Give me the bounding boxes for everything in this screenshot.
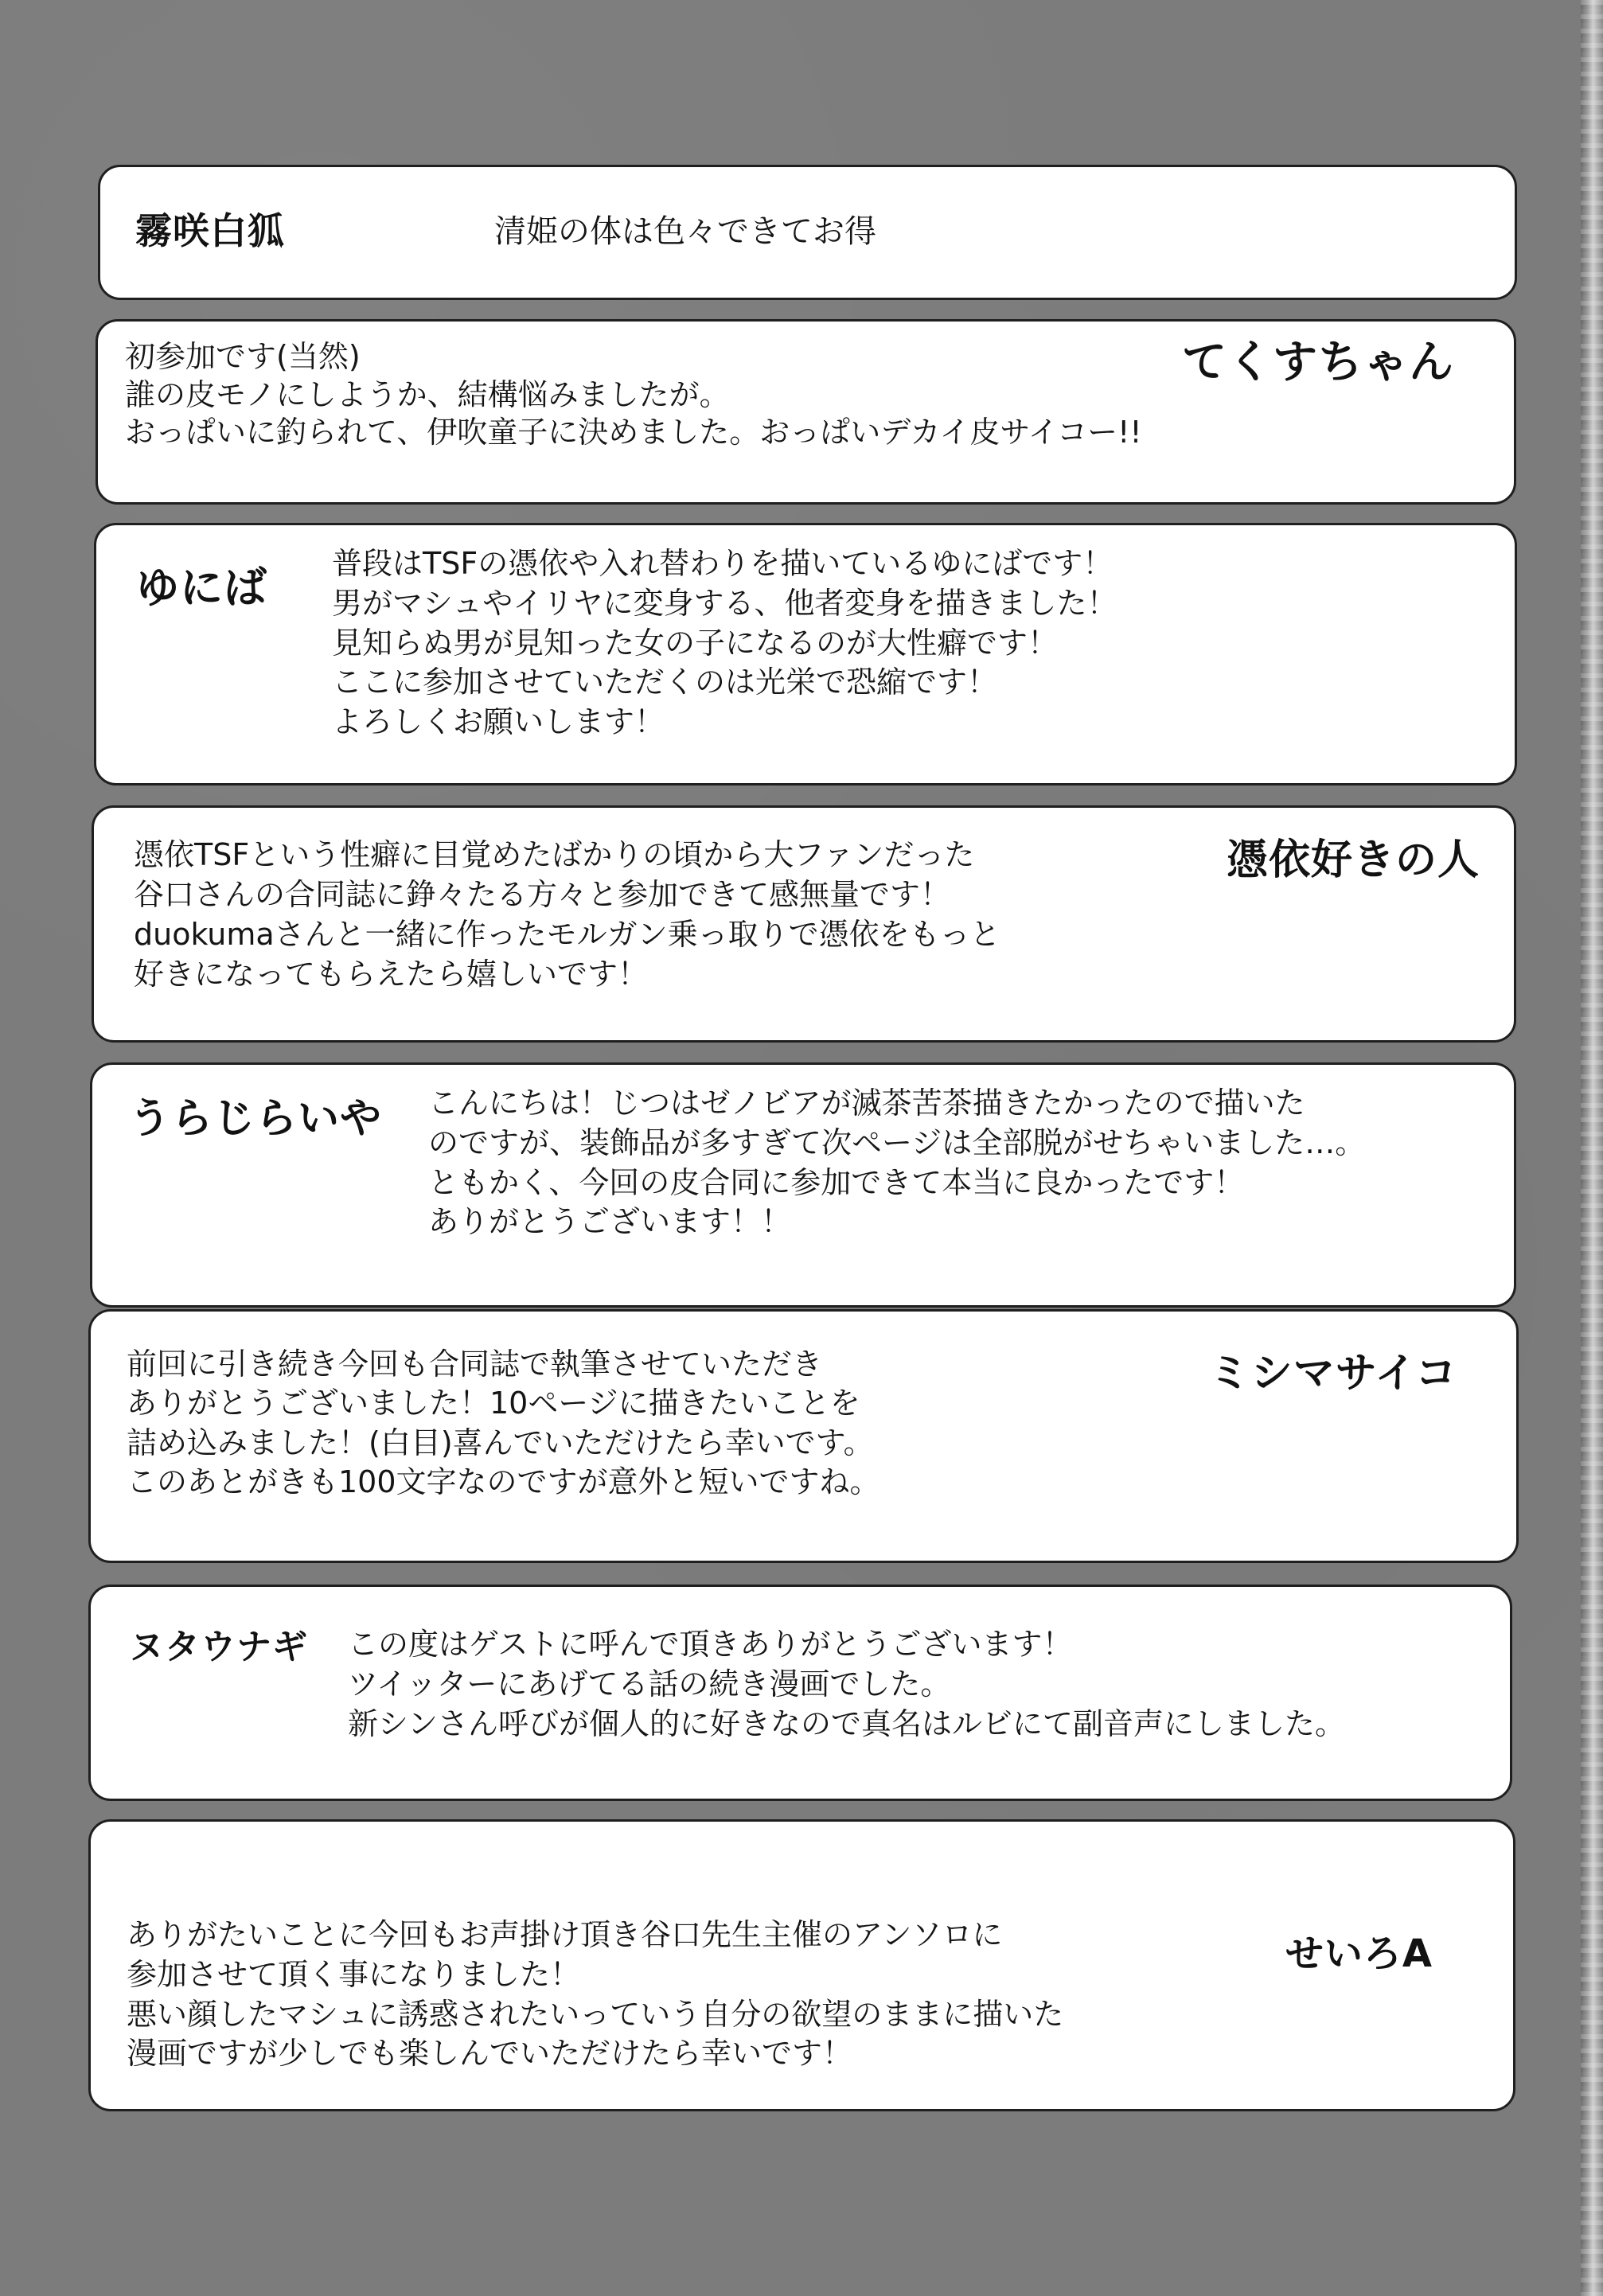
author-name: ミシマサイコ xyxy=(1208,1350,1457,1397)
afterword-card-nutaunagi xyxy=(88,1585,1512,1801)
author-message: 初参加です(当然) 誰の皮モノにしようか、結構悩みましたが。 おっぱいに釣られて、伊吹童子に決めました。おっぱいデカイ皮サイコー!! xyxy=(125,339,1142,450)
afterword-card-mishima-psycho xyxy=(88,1309,1519,1563)
author-name: ヌタウナギ xyxy=(129,1627,308,1667)
author-name: 霧咲白狐 xyxy=(135,209,285,252)
afterword-card-urajiraiya xyxy=(90,1062,1516,1308)
page-edge-strip xyxy=(1581,0,1603,2296)
author-name: せいろA xyxy=(1285,1932,1433,1976)
author-message: こんにちは！じつはゼノビアが滅茶苦茶描きたかったので描いた のですが、装飾品が多すぎて次ページは全部脱がせちゃいました…。 ともかく、今回の皮合同に参加できて本当に良かったです！ ありがとうございます！！ xyxy=(428,1086,1366,1240)
author-name: 憑依好きの人 xyxy=(1226,836,1480,884)
author-message: 前回に引き続き今回も合同誌で執筆させていただき ありがとうございました！10ページに描きたいことを 詰め込みました！(白目)喜んでいただけたら幸いです。 このあとがきも100文字なのですが意外と短いですね。 xyxy=(127,1347,880,1500)
author-name: てくすちゃん xyxy=(1182,337,1454,388)
afterword-card-texchan xyxy=(96,319,1516,505)
afterword-card-kirisaki-byakko xyxy=(98,165,1517,300)
author-message: ありがたいことに今回もお声掛け頂き谷口先生主催のアンソロに 参加させて頂く事になりました！ 悪い顔したマシュに誘惑されたいっていう自分の欲望のままに描いた 漫画ですが少しでも楽しんでいただけたら幸いです！ xyxy=(127,1917,1064,2072)
author-message: 清姫の体は色々できてお得 xyxy=(494,213,876,250)
afterword-card-yuniba xyxy=(94,523,1517,785)
afterword-card-possession-fan xyxy=(92,805,1516,1043)
author-message: 憑依TSFという性癖に目覚めたばかりの頃から大ファンだった 谷口さんの合同誌に錚々たる方々と参加できて感無量です！ duokumaさんと一緒に作ったモルガン乗っ取りで憑依をもっと 好きになってもらえたら嬉しいです！ xyxy=(134,837,1000,992)
author-message: この度はゲストに呼んで頂きありがとうございます！ ツイッターにあげてる話の続き漫画でした。 新シンさん呼びが個人的に好きなので真名はルビにて副音声にしました。 xyxy=(348,1627,1346,1741)
author-name: ゆにば xyxy=(136,563,267,613)
author-name: うらじらいや xyxy=(129,1095,383,1143)
afterword-card-seiro-a xyxy=(88,1819,1515,2111)
author-message: 普段はTSFの憑依や入れ替わりを描いているゆにばです！ 男がマシュやイリヤに変身する、他者変身を描きました！ 見知らぬ男が見知った女の子になるのが大性癖です！ ここに参加させていただくのは光栄で恐縮です！ よろしくお願いします！ xyxy=(332,546,1117,740)
